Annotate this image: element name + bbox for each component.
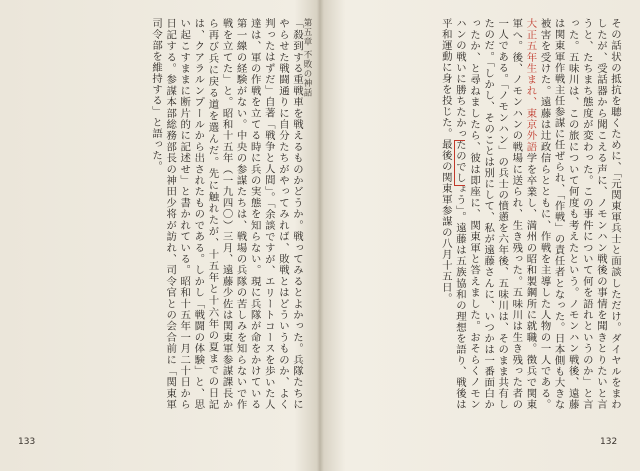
highlighted-phrase: 大正五年生まれ、東京外語 [524, 18, 537, 153]
right-text-block [336, 18, 622, 410]
page-number-left: 133 [18, 437, 36, 447]
right-paragraph [439, 18, 622, 410]
left-text-block [22, 18, 304, 410]
right-paragraph-part2: 学を卒業し、満州の昭和製鋼所に就職。徴兵で関東軍へ。後、ノモンハンの戦場に送られ、生き残った。五味川は生き残った者の一人である。「ノモンハン」の兵士の憤懣を六年後、五味川は、そのまま共有したのだ。「しかし、そのことは別にして、私が遠藤さんに、いつかは一番面白かったか、と尋ねましたら、彼は即座に、関東軍と答えました。おそらくノモンハンの戦いに勝ちたかったのでしょう」。遠藤は五族協和の理想を語り、戦後は平和運動に身を投じた。最後の関東軍参謀の八月十五日。 [439, 18, 537, 410]
left-paragraph: 「殺到する重戦車を戦えるものかどうか。戦ってみるとよかった。兵隊たちにやらせた戦闘通りに自分たちがやってみれば、敗戦とはどういうものか、よく判ったはずだ」自著「戦争と人間」。「余談ですが、エリートコースを歩いた人達は、軍の作戦を立てる時に兵の実態を知らない。現に兵隊が命をかけている第一線の経験がない。中央の参謀たちは、戦場の兵隊の苦しみを知らないで作戦を立てた」と。昭和十五年（一九四〇）三月、遠藤少佐は関東軍参謀課長から再び兵に戻る道を選んだ。先に触れたが、十五年と十六年の夏までの日記は、クアラルンプールから出されたものである。しかし「戦闘の体験」と、思い起こすままに断片的に記述せ」と書かれている。昭和十五年一月二十日から日記する。参謀本部総務部長の神田少将が訪れ、司令官との会合前に「関東軍司令部を維持する」と語った。 [150, 18, 303, 410]
right-page [320, 0, 640, 471]
left-body-text [22, 18, 304, 410]
right-body-text [336, 18, 622, 410]
page-number-right: 132 [600, 437, 618, 447]
red-pen-bracket-mark [454, 140, 465, 186]
running-head: 第五章 不敗の神話 [302, 18, 312, 98]
right-paragraph-part1: その話状の抵抗を聴くために、「元関東軍兵士と面談しただけ。ダイヤルをまわしたが、受話器から聞こえる声に、ノモンハン戦後の事情を聞きとりたいと言うと、たちまち態度が変わった。この事件について何を語れというのか」と言った。五味川は、この旅について何度も考えたという。ノモンハン戦後、遠藤は関東軍作戦主任参謀に任ぜられ、「作戦」の責任者となった。日本側も大きな被害を受けた。遠藤は辻政信らとともに、作戦を主導した人物の一人である。 [538, 18, 621, 410]
